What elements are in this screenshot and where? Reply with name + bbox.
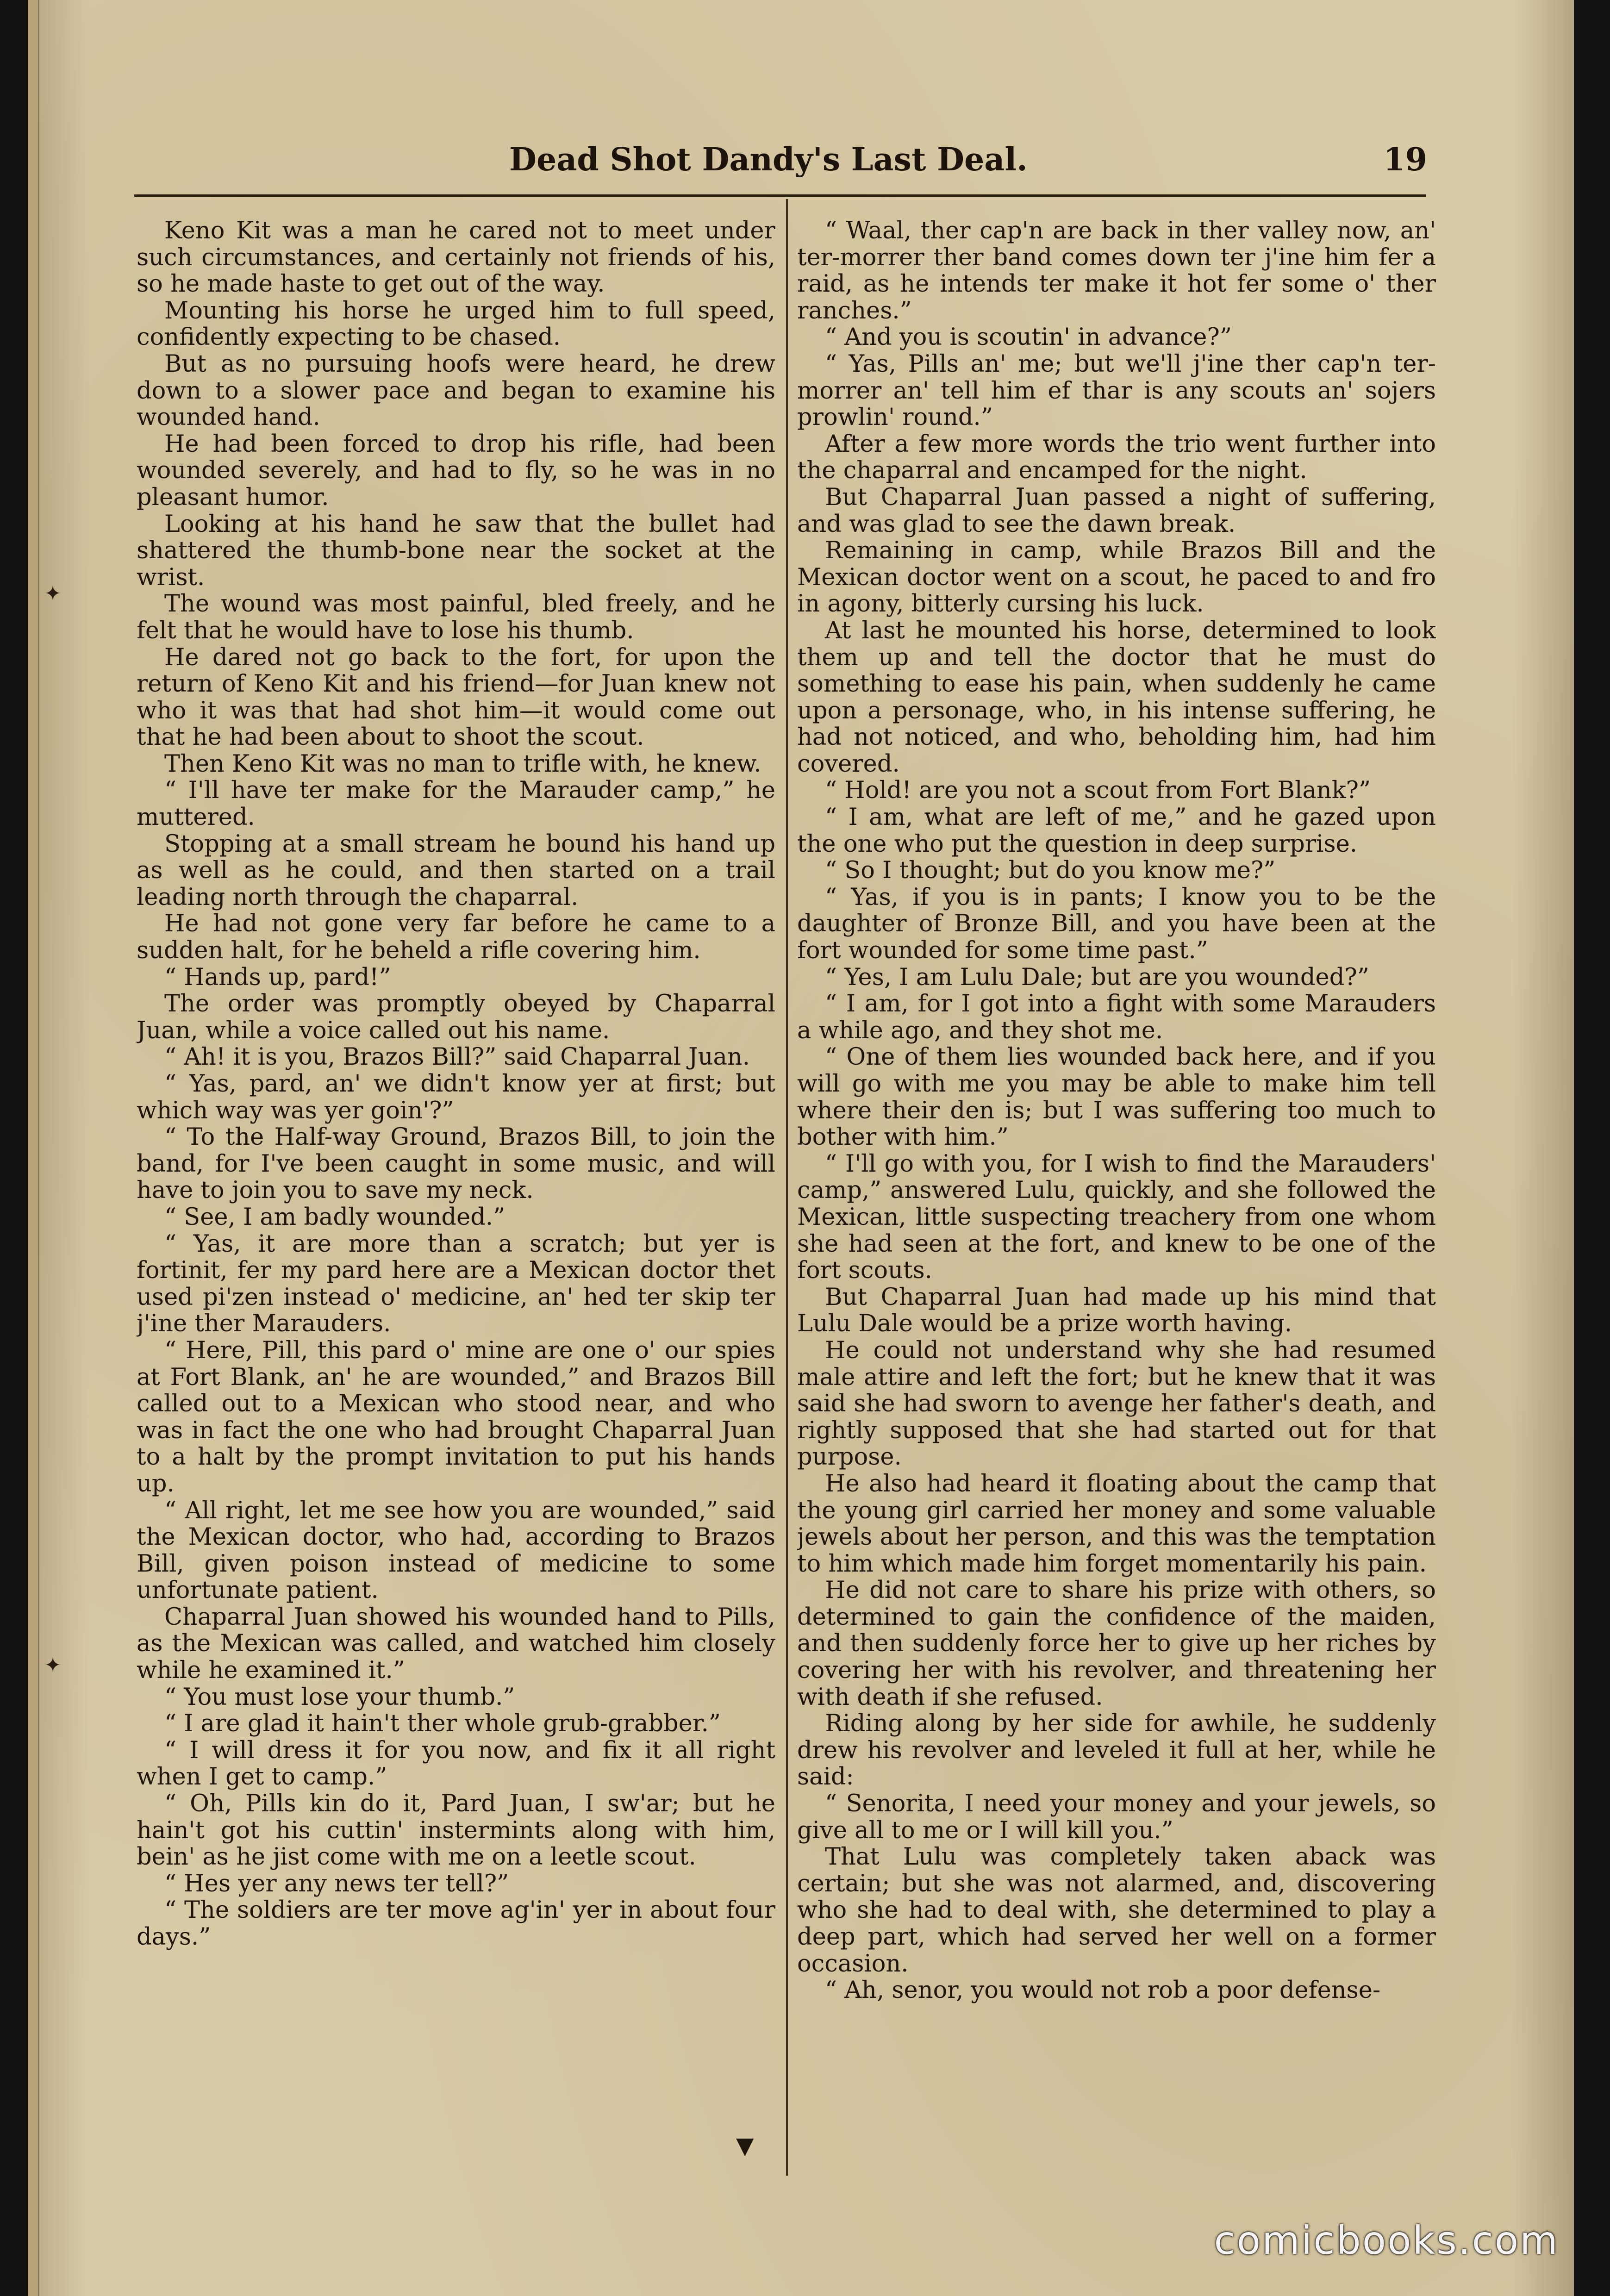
paragraph: “ The soldiers are ter move ag'in' yer in about four days.” [137, 1897, 775, 1951]
paragraph: “ Ah! it is you, Brazos Bill?” said Chaparral Juan. [164, 1043, 750, 1071]
paragraph: “ See, I am badly wounded.” [164, 1203, 505, 1231]
paragraph: The wound was most painful, bled freely, and he felt that he would have to lose his thumb. [137, 590, 775, 644]
paragraph: That Lulu was completely taken aback was certain; but she was not alarmed, and, discovering who she had to deal with, she determined to play a deep part, which had served her well on a former occasion. [797, 1843, 1436, 1978]
running-header-title: Dead Shot Dandy's Last Deal. [509, 141, 1028, 178]
paragraph: “ All right, let me see how you are wounded,” said the Mexican doctor, who had, according to Brazos Bill, given poison instead of medicine to some unfortunate patient. [137, 1497, 775, 1604]
paragraph: Remaining in camp, while Brazos Bill and the Mexican doctor went on a scout, he paced to and fro in agony, bitterly cursing his luck. [797, 537, 1436, 618]
paragraph: “ Yas, Pills an' me; but we'll j'ine ther cap'n ter-morrer an' tell him ef thar is any scouts an' sojers prowlin' round.” [797, 350, 1436, 431]
paragraph: “ Hands up, pard!” [164, 963, 391, 991]
paragraph: He dared not go back to the fort, for upon the return of Keno Kit and his friend—for Juan knew not who it was that had shot him—it would come out that he had been about to shoot the scout. [137, 643, 775, 751]
watermark: comicbooks.com [1214, 2218, 1559, 2263]
paragraph: “ Oh, Pills kin do it, Pard Juan, I sw'ar; but he hain't got his cuttin' instermints along with him, bein' as he jist come with me on a leetle scout. [137, 1790, 775, 1871]
paragraph: “ I are glad it hain't ther whole grub-grabber.” [164, 1710, 721, 1738]
paragraph: Mounting his horse he urged him to full speed, confidently expecting to be chased. [137, 297, 775, 351]
paragraph: “ To the Half-way Ground, Brazos Bill, to join the band, for I've been caught in some music, and will have to join you to save my neck. [137, 1123, 775, 1204]
paragraph: “ I am, for I got into a fight with some Marauders a while ago, and they shot me. [797, 990, 1436, 1044]
paragraph: “ You must lose your thumb.” [164, 1683, 515, 1711]
paragraph: “ Senorita, I need your money and your jewels, so give all to me or I will kill you.” [797, 1790, 1436, 1844]
paragraph: He had been forced to drop his rifle, had been wounded severely, and had to fly, so he was in no pleasant humor. [137, 430, 775, 511]
paragraph: “ Hold! are you not a scout from Fort Blank?” [825, 777, 1371, 805]
paragraph: “ And you is scoutin' in advance?” [825, 324, 1232, 351]
paragraph: “ Yes, I am Lulu Dale; but are you wounded?” [825, 963, 1369, 991]
header-rule [134, 194, 1426, 197]
paragraph: “ Hes yer any news ter tell?” [164, 1870, 509, 1897]
paragraph: Chaparral Juan showed his wounded hand to Pills, as the Mexican was called, and watched him closely while he examined it.” [137, 1603, 775, 1685]
paragraph: At last he mounted his horse, determined to look them up and tell the doctor that he must do something to ease his pain, when suddenly he came upon a personage, who, in his intense suffering, he had not noticed, and who, beholding him, had him covered. [797, 617, 1436, 778]
paragraph: Looking at his hand he saw that the bullet had shattered the thumb-bone near the socket at the wrist. [137, 510, 775, 591]
paragraph: The order was promptly obeyed by Chaparral Juan, while a voice called out his name. [137, 990, 775, 1044]
column-divider [786, 199, 788, 2176]
page-number: 19 [1383, 141, 1427, 178]
paragraph: But Chaparral Juan had made up his mind that Lulu Dale would be a prize worth having. [797, 1283, 1436, 1338]
paragraph: Riding along by her side for awhile, he suddenly drew his revolver and leveled it full at her, while he said: [797, 1710, 1436, 1791]
paragraph: He could not understand why she had resumed male attire and left the fort; but he knew that it was said she had sworn to avenge her father's death, and rightly supposed that she had started out for that purpose. [797, 1336, 1436, 1471]
text-column-left [137, 218, 775, 2162]
paragraph: “ I will dress it for you now, and fix it all right when I get to camp.” [137, 1736, 775, 1791]
paragraph: “ One of them lies wounded back here, and if you will go with me you may be able to make him tell where their den is; but I was suffering too much to bother with him.” [797, 1043, 1436, 1151]
paragraph: “ So I thought; but do you know me?” [825, 857, 1276, 885]
paragraph: But as no pursuing hoofs were heard, he drew down to a slower pace and began to examine his wounded hand. [137, 350, 775, 431]
paragraph: “ Yas, if you is in pants; I know you to be the daughter of Bronze Bill, and you have been at the fort wounded for some time past.” [797, 883, 1436, 965]
binding-hole-mark: ✦ [44, 1653, 62, 1677]
paragraph: “ I'll go with you, for I wish to find the Marauders' camp,” answered Lulu, quickly, and she followed the Mexican, little suspecting treachery from one whom she had seen at the fort, and knew to be one of the fort scouts. [797, 1150, 1436, 1285]
paragraph: After a few more words the trio went further into the chaparral and encamped for the night. [797, 430, 1436, 485]
paragraph: “ Ah, senor, you would not rob a poor defense- [825, 1977, 1381, 2004]
paragraph: Keno Kit was a man he cared not to meet under such circumstances, and certainly not friends of his, so he made haste to get out of the way. [137, 218, 775, 298]
paragraph: He had not gone very far before he came to a sudden halt, for he beheld a rifle covering him. [137, 910, 775, 965]
text-column-right [797, 218, 1436, 2162]
paragraph: “ Here, Pill, this pard o' mine are one o' our spies at Fort Blank, an' he are wounded,” and Brazos Bill called out to a Mexican who stood near, and who was in fact the one who had brought Chaparral Juan to a halt by the prompt invitation to put his hands up. [137, 1336, 775, 1497]
paragraph: “ Yas, pard, an' we didn't know yer at first; but which way was yer goin'?” [137, 1070, 775, 1124]
paragraph: But Chaparral Juan passed a night of suffering, and was glad to see the dawn break. [797, 483, 1436, 538]
binding-hole-mark: ✦ [44, 582, 62, 605]
paragraph: “ Waal, ther cap'n are back in ther valley now, an' ter-morrer ther band comes down ter j'ine him fer a raid, as he intends ter make it hot fer some o' ther ranches.” [797, 218, 1436, 324]
paragraph: He did not care to share his prize with others, so determined to gain the confidence of the maiden, and then suddenly force her to give up her riches by covering her with his revolver, and threatening her with death if she refused. [797, 1577, 1436, 1711]
printer-mark: ▼ [736, 2132, 754, 2159]
paragraph: “ Yas, it are more than a scratch; but yer is fortinit, fer my pard here are a Mexican doctor thet used pi'zen instead o' medicine, an' hed ter skip ter j'ine ther Marauders. [137, 1230, 775, 1338]
paragraph: Stopping at a small stream he bound his hand up as well as he could, and then started on a trail leading north through the chaparral. [137, 830, 775, 911]
page-spine-edge [28, 0, 39, 2296]
paragraph: “ I'll have ter make for the Marauder camp,” he muttered. [137, 777, 775, 831]
paragraph: Then Keno Kit was no man to trifle with, he knew. [164, 750, 761, 778]
paragraph: “ I am, what are left of me,” and he gazed upon the one who put the question in deep surprise. [797, 804, 1436, 858]
paragraph: He also had heard it floating about the camp that the young girl carried her money and some valuable jewels about her person, and this was the temptation to him which made him forget momentarily his pain. [797, 1470, 1436, 1578]
